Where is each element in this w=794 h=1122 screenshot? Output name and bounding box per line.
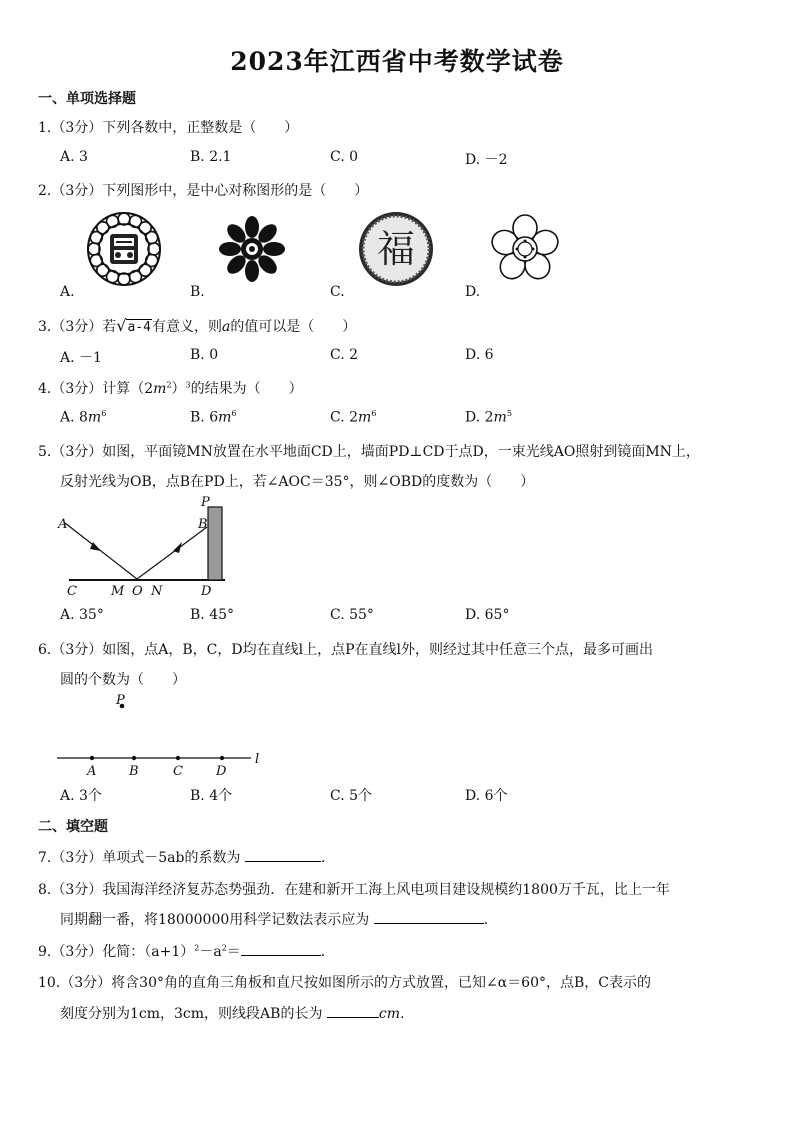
q2-option-b: B. bbox=[190, 284, 205, 300]
question-10-line-1: 10.（3分）将含30°角的直角三角板和直尺按如图所示的方式放置，已知∠α＝60°，点B，C表示的 bbox=[38, 975, 651, 991]
q6-figure bbox=[55, 692, 270, 782]
q3-option-d: D. 6 bbox=[465, 347, 494, 363]
q6-label-a: A bbox=[87, 764, 97, 779]
q4-stem-post: 的结果为（ ） bbox=[190, 381, 303, 397]
q3-option-a: A. －1 bbox=[60, 350, 102, 366]
q6-point-d bbox=[220, 756, 224, 760]
question-10-line-2: 刻度分别为1cm，3cm，则线段AB的长为 cm. bbox=[60, 1003, 404, 1023]
q6-label-c: C bbox=[173, 764, 183, 779]
q5-label-d: D bbox=[201, 584, 212, 599]
question-8-line-2: 同期翻一番，将18000000用科学记数法表示应为 . bbox=[60, 909, 488, 929]
q3-stem-post: 的值可以是（ ） bbox=[230, 319, 357, 335]
petal-shape bbox=[245, 216, 259, 238]
question-5-line-1: 5.（3分）如图，平面镜MN放置在水平地面CD上，墙面PD⊥CD于点D，一束光线AO照射到镜面MN上， bbox=[38, 444, 700, 460]
q3-radicand: a-4 bbox=[127, 320, 151, 335]
q5-label-a: A bbox=[58, 517, 68, 532]
q10-stem: 刻度分别为1cm，3cm，则线段AB的长为 bbox=[60, 1006, 323, 1022]
q3-option-b: B. 0 bbox=[190, 347, 219, 363]
q5-option-b: B. 45° bbox=[190, 607, 235, 623]
q4-inner-exp: 2 bbox=[166, 380, 172, 390]
q6-label-b: B bbox=[129, 764, 139, 779]
q1-option-c: C. 0 bbox=[330, 149, 359, 165]
q2-figure-d bbox=[490, 214, 560, 284]
question-6-line-2: 圆的个数为（ ） bbox=[60, 672, 186, 688]
q9-answer-blank[interactable] bbox=[241, 941, 321, 956]
q3-var: a bbox=[221, 319, 231, 335]
q5-option-a: A. 35° bbox=[60, 607, 104, 623]
q5-label-m: M bbox=[111, 584, 125, 599]
q2-figure-a bbox=[85, 210, 163, 288]
q2-figure-c-char: 福 bbox=[376, 227, 416, 271]
q5-label-b: B bbox=[198, 517, 208, 532]
question-1-stem: 1.（3分）下列各数中，正整数是（ ） bbox=[38, 120, 299, 136]
petal-shape bbox=[263, 242, 285, 256]
q5-label-o: O bbox=[132, 584, 143, 599]
q1-option-a: A. 3 bbox=[60, 149, 88, 165]
q2-option-a: A. bbox=[60, 284, 75, 300]
petal-shape bbox=[219, 242, 241, 256]
q5-option-d: D. 65° bbox=[465, 607, 510, 623]
section-heading-fill: 二、填空题 bbox=[38, 819, 108, 835]
q10-answer-blank[interactable] bbox=[327, 1003, 379, 1018]
section-heading-choice: 一、单项选择题 bbox=[38, 91, 136, 107]
q2-option-d: D. bbox=[465, 284, 481, 300]
q3-stem-pre: 3.（3分）若 bbox=[38, 319, 117, 335]
q6-label-p: P bbox=[116, 693, 125, 708]
question-7: 7.（3分）单项式－5ab的系数为 . bbox=[38, 847, 325, 867]
q4-option-d: D. $2m^5$ bbox=[465, 409, 512, 426]
q5-option-c: C. 55° bbox=[330, 607, 374, 623]
q6-option-a: A. 3个 bbox=[60, 788, 102, 804]
question-2-stem: 2.（3分）下列图形中，是中心对称图形的是（ ） bbox=[38, 183, 369, 199]
question-9: 9.（3分）化简：$(a+1)^2-a^2=$ . bbox=[38, 941, 325, 961]
question-5-line-2: 反射光线为OB，点B在PD上，若∠AOC＝35°，则∠OBD的度数为（ ） bbox=[60, 474, 535, 490]
q8-answer-blank[interactable] bbox=[374, 909, 484, 924]
q2-option-c: C. bbox=[330, 284, 345, 300]
q9-stem-pre: 9.（3分）化简：（a+1） bbox=[38, 944, 195, 960]
q6-point-c bbox=[176, 756, 180, 760]
q5-label-n: N bbox=[151, 584, 163, 599]
q6-option-b: B. 4个 bbox=[190, 788, 233, 804]
q1-option-d: D. －2 bbox=[465, 152, 508, 168]
question-4-stem: 4.（3分）计算$(2m^2)^3$的结果为（ ） bbox=[38, 380, 303, 397]
q6-label-l: l bbox=[255, 752, 260, 767]
q5-label-c: C bbox=[67, 584, 77, 599]
q4-option-a: A. $8m^6$ bbox=[60, 409, 107, 426]
q6-label-d: D bbox=[216, 764, 227, 779]
q4-outer-exp: 3 bbox=[185, 380, 191, 390]
q6-point-a bbox=[90, 756, 94, 760]
q7-answer-blank[interactable] bbox=[245, 847, 321, 862]
q4-option-c: C. $2m^6$ bbox=[330, 409, 377, 426]
question-8-line-1: 8.（3分）我国海洋经济复苏态势强劲．在建和新开工海上风电项目建设规模约1800万千瓦，比上一年 bbox=[38, 882, 670, 898]
page-title: 2023年江西省中考数学试卷 bbox=[230, 47, 564, 76]
q5-label-p: P bbox=[201, 495, 210, 510]
q6-option-d: D. 6个 bbox=[465, 788, 508, 804]
q6-point-b bbox=[132, 756, 136, 760]
question-3-stem: 3.（3分）若√a-4有意义，则a的值可以是（ ） bbox=[38, 316, 357, 335]
q6-option-c: C. 5个 bbox=[330, 788, 373, 804]
q2-figure-b bbox=[215, 212, 289, 286]
q4-stem-pre: 4.（3分）计算（2 bbox=[38, 381, 154, 397]
petal-shape bbox=[245, 260, 259, 282]
question-6-line-1: 6.（3分）如图，点A，B，C，D均在直线l上，点P在直线l外，则经过其中任意三个点，最多可画出 bbox=[38, 642, 653, 658]
q4-base: m bbox=[153, 381, 167, 397]
q2-figure-c bbox=[357, 210, 435, 288]
q8-stem: 同期翻一番，将18000000用科学记数法表示应为 bbox=[60, 912, 370, 928]
q3-stem-mid: 有意义，则 bbox=[151, 319, 222, 335]
q7-stem: 7.（3分）单项式－5ab的系数为 bbox=[38, 850, 241, 866]
q1-option-b: B. 2.1 bbox=[190, 149, 232, 165]
q4-option-b: B. $6m^6$ bbox=[190, 409, 237, 426]
q5-figure bbox=[55, 495, 235, 600]
q3-option-c: C. 2 bbox=[330, 347, 359, 363]
